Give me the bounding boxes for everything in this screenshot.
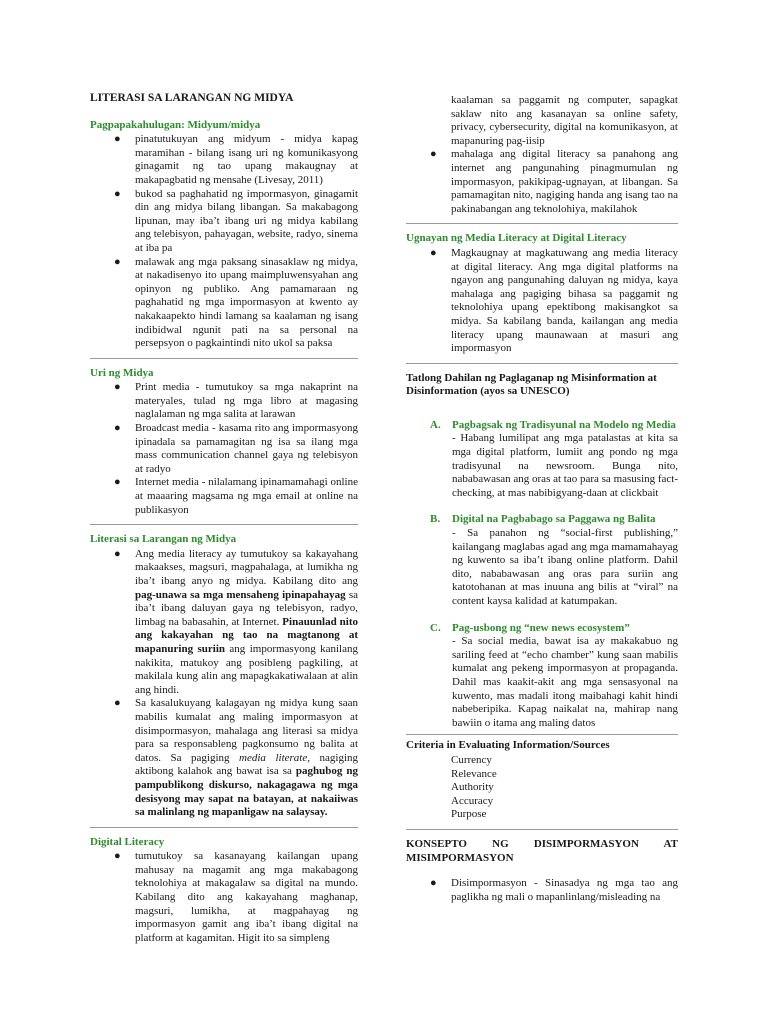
section-title-uri: Uri ng Midya	[90, 366, 154, 379]
list-item: ● Ang media literacy ay tumutukoy sa kakayahang makaakses, magsuri, magpahalaga, at lumikha ng iba’t ibang anyo ng midya. Kabilang dito ang pag-unawa sa mga mensaheng ipinapahayag sa iba’t ibang daluyan gaya ng telebisyon, radyo, limbag na babasahin, at Internet. Pinauunlad nito ang kakayahan ng tao na magtanong at mapanuring suriin ang impormasyong kanilang nakikita, matukoy ang posibleng pagkiling, at makilala kung alin ang mapagkakatiwalaan at alin ang hindi.	[114, 547, 358, 696]
list-item: ● Sa kasalukuyang kalagayan ng midya kung saan mabilis kumalat ang maling impormasyon at disimpormasyon, mahalaga ang literasi sa midya para sa responsableng pagkonsumo ng balita at datos. Sa pagiging media literate, nagiging aktibong kalahok ang bawat isa sa paghubog ng pampublikong diskurso, nakagagawa ng mga desisyong may sapat na batayan, at nakaiiwas sa malinlang ng mapanligaw na salaysay.	[114, 697, 359, 819]
list-letter: A.	[430, 418, 441, 431]
bullet-icon: ●	[114, 476, 121, 489]
divider	[406, 363, 678, 364]
dahilan-list	[406, 419, 678, 730]
criteria-item: Accuracy	[451, 794, 494, 807]
list-item: B. Digital na Pagbabago sa Paggawa ng Balita - Sa panahon ng “social-first publishing,” kailangang maglabas agad ang mga mamamahayag ng kuwento sa iba’t ibang online platform. Dahil dito, nababawasan ang oras para suriin ang katotohanan at mas inuuna ang bilis at “viral” na content kaysa kalidad at katumpakan.	[430, 513, 678, 607]
divider	[406, 734, 678, 735]
list-item: ● tumutukoy sa kasanayang kailangan upang mahusay na magamit ang mga makabagong teknolohiya at makagalaw sa digital na mundo. Kabilang dito ang kakayahang maghanap, magsuri, lumikha, at magpahayag ng impormasyon gamit ang iba’t ibang digital na platform at kagamitan. Higit ito sa simpleng	[114, 850, 358, 944]
list-item: C. Pag-usbong ng “new news ecosystem” - Sa social media, bawat isa ay makakabuo ng sariling feed at “echo chamber” kung saan mabilis kumalat ang pekeng impormasyon at propaganda. Dahil mas kaakit-akit ang mga sensasyonal na kuwento, mas madali itong maibahagi kahit hindi nabeberipika. Kapag naikalat na, mahirap nang bawiin o itama ang maling datos	[430, 621, 678, 729]
criteria-item: Relevance	[451, 767, 497, 780]
section-title-literasi: Literasi sa Larangan ng Midya	[90, 533, 237, 546]
criteria-list	[406, 754, 678, 822]
list-item: ● Magkaugnay at magkatuwang ang media literacy at digital literacy. Ang mga digital platforms na ngayon ang pangunahing daluyan ng midya, kaya mahalaga ang pagiging bihasa sa paggamit ng teknolohiya upang epektibong makisangkot sa midya. Sa kabilang banda, kailangan ang media literacy upang maunawaan at masuri ang impormasyon	[430, 246, 678, 355]
konsepto-list	[406, 877, 678, 904]
list-item: ● Internet media - nilalamang ipinamamahagi online at maaaring magsama ng mga email at online na publikasyon	[114, 476, 358, 516]
digital-list	[90, 850, 358, 945]
bullet-icon: ●	[114, 697, 121, 710]
section-title-ugnayan: Ugnayan ng Media Literacy at Digital Literacy	[406, 232, 627, 245]
section-title-konsepto-line2: MISIMPORMASYON	[406, 851, 514, 864]
bullet-icon: ●	[430, 148, 437, 161]
document-title: LITERASI SA LARANGAN NG MIDYA	[90, 92, 294, 104]
list-item: ● Disimpormasyon - Sinasadya ng mga tao ang paglikha ng mali o mapanlinlang/misleading na	[430, 877, 678, 903]
section-title-midyum: Pagpapakahulugan: Midyum/midya	[90, 118, 261, 131]
section-title-criteria: Criteria in Evaluating Information/Sources	[406, 739, 610, 752]
item-heading: Digital na Pagbabago sa Paggawa ng Balita	[452, 513, 656, 526]
divider	[406, 223, 678, 224]
list-item-continued: kaalaman sa paggamit ng computer, sapagkat saklaw nito ang kasanayan sa online safety, privacy, cybersecurity, digital na komunikasyon, at mapanuring pag-iisip	[451, 94, 678, 147]
bullet-icon: ●	[114, 381, 121, 394]
list-letter: B.	[430, 513, 441, 526]
digital-continued-list	[406, 94, 678, 216]
divider	[90, 524, 358, 525]
literasi-list	[90, 548, 358, 820]
list-item: ● Print media - tumutukoy sa mga nakaprint na materyales, tulad ng mga libro at magasing naglalaman ng mga salita at larawan	[114, 381, 358, 421]
section-title-digital: Digital Literacy	[90, 835, 165, 848]
list-item: A. Pagbagsak ng Tradisyunal na Modelo ng Media - Habang lumilipat ang mga patalastas at kita sa mga digital platform, lumiit ang pondo ng mga tradisyunal na newsroom. Bunga nito, nababawasan ang oras at tao para sa masusing fact-checking, at mas nabibigyang-daan at clickbait	[430, 418, 679, 499]
item-heading: Pagbagsak ng Tradisyunal na Modelo ng Media	[452, 418, 676, 431]
divider	[406, 829, 678, 830]
list-item: ● Broadcast media - kasama rito ang impormasyong ipinadala sa pamamagitan ng isa sa ilang mga mass communication channel gaya ng telebisyon at radyo	[114, 422, 358, 475]
bullet-icon: ●	[114, 850, 121, 863]
bullet-icon: ●	[114, 187, 121, 200]
bullet-icon: ●	[114, 422, 121, 435]
bullet-icon: ●	[114, 547, 121, 560]
bullet-icon: ●	[114, 255, 121, 268]
bullet-icon: ●	[430, 877, 437, 890]
criteria-item: Purpose	[451, 808, 487, 821]
ugnayan-list	[406, 247, 678, 356]
bullet-icon: ●	[114, 133, 121, 146]
right-column	[406, 94, 678, 904]
divider	[90, 827, 358, 828]
bullet-icon: ●	[430, 246, 437, 259]
left-column	[90, 92, 358, 945]
list-item: ● bukod sa paghahatid ng impormasyon, ginagamit din ang midya bilang libangan. Sa makabagong lipunan, may iba’t ibang uri ng midya kabilang ang telebisyon, pahayagan, website, radyo, sinema at iba pa	[114, 187, 358, 254]
divider	[90, 358, 358, 359]
list-item: ● pinatutukuyan ang midyum - midya kapag maramihan - bilang isang uri ng komunikasyong ginagamit ng tao upang makaugnay at makapagbatid ng mensahe (Livesay, 2011)	[114, 133, 358, 186]
item-heading: Pag-usbong ng “new news ecosystem”	[452, 621, 630, 634]
midyum-list	[90, 133, 358, 351]
list-letter: C.	[430, 621, 441, 634]
uri-list	[90, 381, 358, 517]
criteria-item: Authority	[451, 781, 494, 794]
criteria-item: Currency	[451, 753, 492, 766]
list-item: ● mahalaga ang digital literacy sa panahong ang internet ang pangunahing pinagmumulan ng impormasyon, pakikipag-ugnayan, at libangan. Sa pamamagitan nito, nagiging handa ang isang tao na pakinabangan ang teknolohiya, makilahok	[430, 148, 678, 215]
list-item: ● malawak ang mga paksang sinasaklaw ng midya, at nakadisenyo ito upang maimpluwensyahan ang opinyon ng publiko. Ang pamamaraan ng paghahatid ng mga impormasyon at kwento ay nakakaapekto hindi lamang sa kaalaman ng isang indibidwal ngunit pati na sa personal na persepsyon o pagkaintindi nito ukol sa paksa	[114, 255, 358, 350]
section-title-tatlong-dahilan: Tatlong Dahilan ng Paglaganap ng Misinformation at Disinformation (ayos sa UNESCO)	[406, 371, 657, 398]
section-title-konsepto: KONSEPTO NG DISIMPORMASYON AT	[406, 837, 678, 850]
